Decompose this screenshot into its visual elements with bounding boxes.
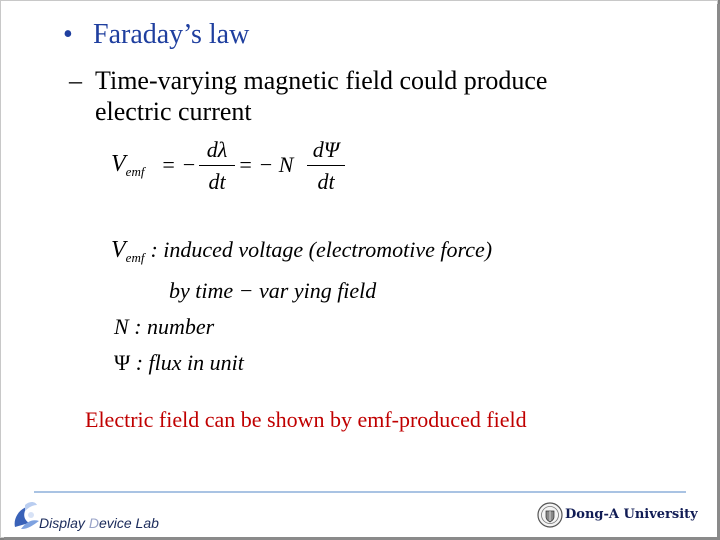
sub-bullet-marker: – [69,66,82,95]
equals-2-text: = − N [238,152,294,177]
equation-lhs [111,151,144,178]
note-text: Electric field can be shown by emf-produced field [85,407,527,432]
vemf-definition: : induced voltage (electromotive force) [150,237,493,262]
lab-w3: ab [143,515,159,531]
vemf-symbol: V [111,237,126,263]
footer-divider [34,491,686,493]
footer-university [537,501,707,531]
fraction-2-denominator: dt [317,169,335,194]
lab-w2: evice [98,515,136,531]
definition-vemf [111,237,492,264]
definition-n [114,314,214,340]
n-definition: : number [134,314,215,339]
fraction-1 [199,137,235,195]
lab-w1: isplay [49,515,89,531]
fraction-1-denominator: dt [208,169,226,194]
equals-1: = − [161,152,197,177]
sub-bullet [69,65,629,127]
university-name: Dong-A University [565,507,698,522]
sub-bullet-text: Time-varying magnetic field could produce electric current [95,66,548,126]
bullet-text: Faraday’s law [93,19,250,50]
footer-lab [11,495,181,535]
psi-symbol: Ψ [114,350,131,375]
lhs-symbol: V [111,151,126,177]
vemf-subscript: emf [125,250,145,265]
lab-logo-icon [11,499,41,531]
lab-l: L [135,515,144,531]
bullet-title [63,19,249,51]
bullet-marker: • [63,19,73,50]
lab-d1: D [39,515,50,531]
equals-2 [238,152,293,178]
lab-name [39,515,159,531]
lab-d2: D [88,515,99,531]
n-symbol: N [114,314,129,339]
fraction-1-numerator: dλ [199,137,235,166]
definition-psi [114,350,244,376]
fraction-2 [307,137,345,195]
lhs-subscript: emf [125,164,145,179]
fraction-2-numerator: dΨ [307,137,345,166]
psi-definition: : flux in unit [135,350,244,375]
university-emblem-icon [537,501,563,529]
definition-vemf-continuation: by time − var ying field [169,278,377,303]
